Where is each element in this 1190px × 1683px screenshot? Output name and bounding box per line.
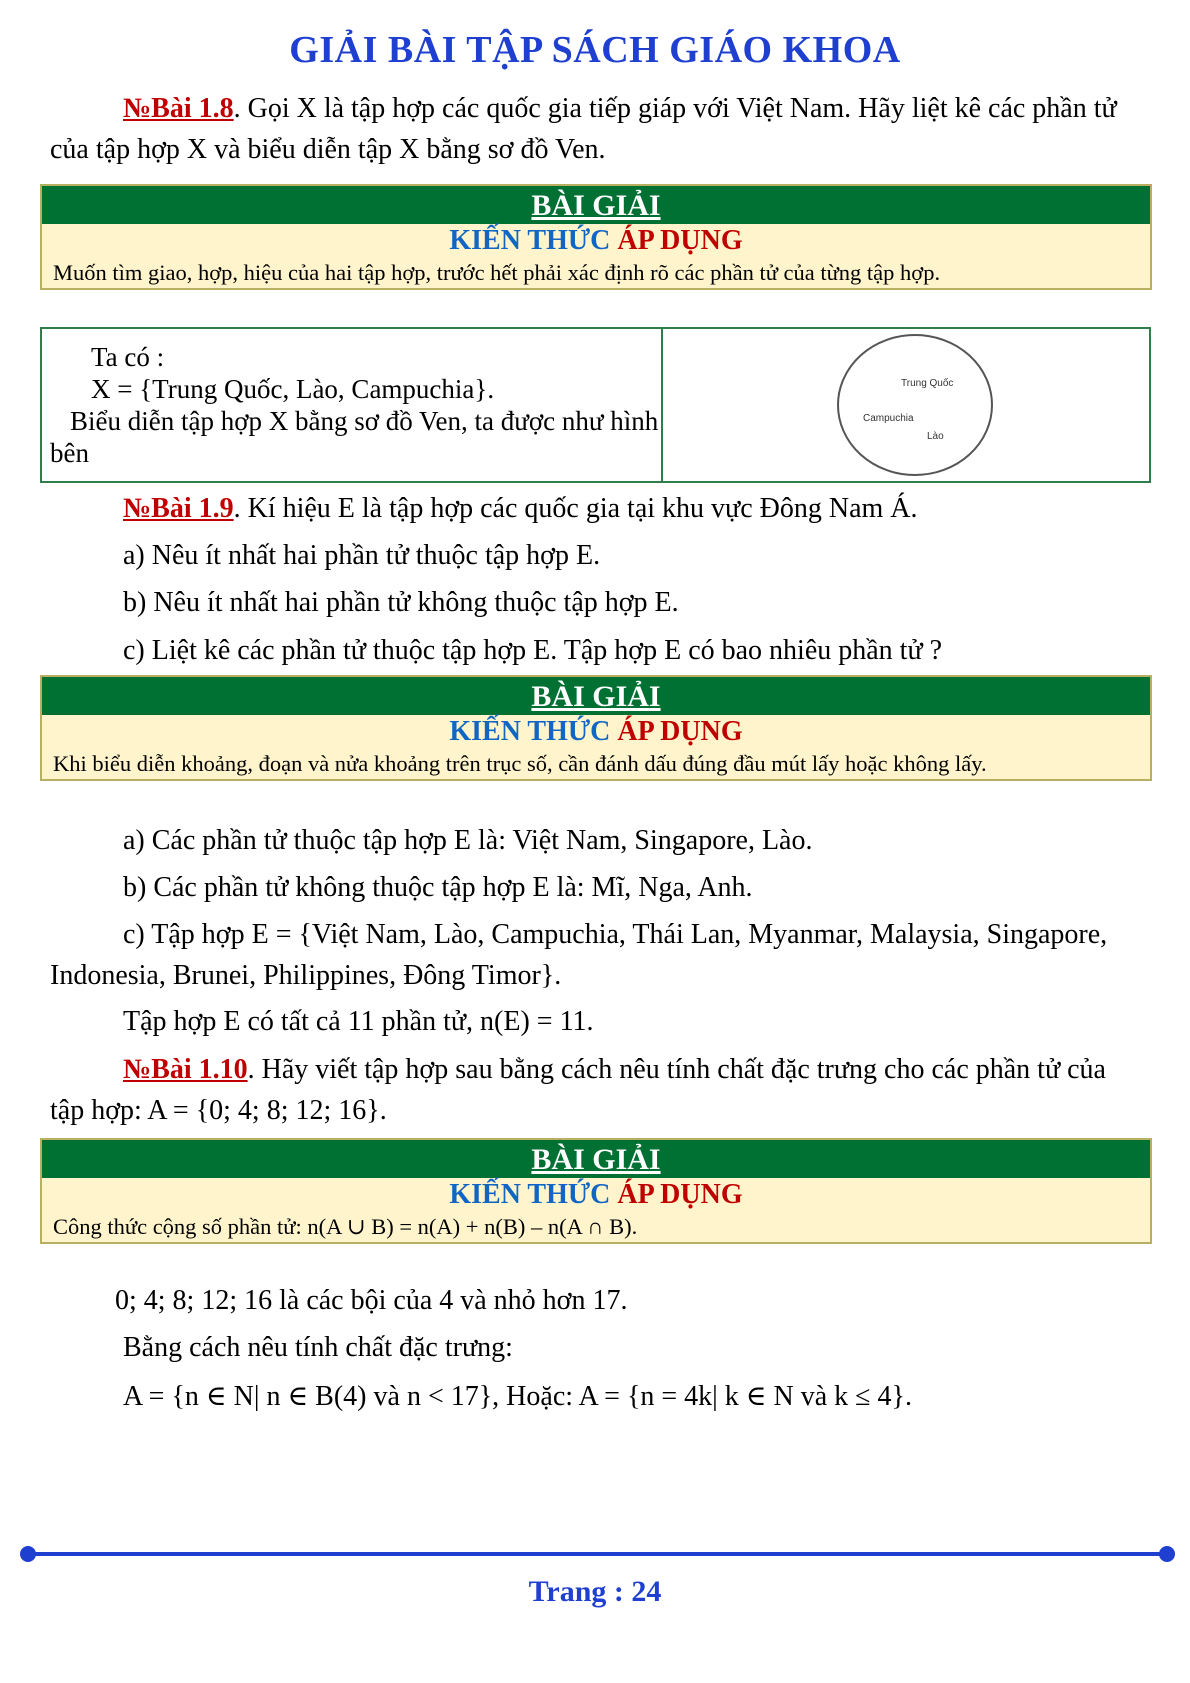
venn-label-trung-quoc: Trung Quốc xyxy=(901,378,954,389)
exercise-1-9-text: . Kí hiệu E là tập hợp các quốc gia tại khu vực Đông Nam Á. xyxy=(233,493,918,524)
knowledge-heading: KIẾN THỨC ÁP DỤNG xyxy=(449,225,743,256)
set-a-definition: A = {n ∈ N| n ∈ B(4) và n < 17}, Hoặc: A = {n = 4k| k ∈ N và k ≤ 4}. xyxy=(123,1381,912,1412)
knowledge-text: Muốn tìm giao, hợp, hiệu của hai tập hợp, trước hết phải xác định rõ các phần tử của từng tập hợp. xyxy=(53,260,941,285)
answer-c: c) Tập hợp E = {Việt Nam, Lào, Campuchia, Thái Lan, Myanmar, Malaysia, Singapore, Indonesia, Brunei, Philippines, Đông Timor}. xyxy=(50,919,1108,991)
venn-diagram xyxy=(663,329,1147,481)
knowledge-heading: KIẾN THỨC ÁP DỤNG xyxy=(449,716,743,747)
solution-line: Ta có : xyxy=(91,342,165,372)
question-c: c) Liệt kê các phần tử thuộc tập hợp E. Tập hợp E có bao nhiêu phần tử ? xyxy=(123,635,943,666)
solution-box-1-8 xyxy=(40,184,1152,290)
footer-divider-dot-left xyxy=(20,1546,36,1562)
question-a: a) Nêu ít nhất hai phần tử thuộc tập hợp E. xyxy=(123,540,601,571)
solution-heading: BÀI GIẢI xyxy=(42,1140,1150,1178)
venn-label-lao: Lào xyxy=(927,431,944,442)
solution-box-1-9 xyxy=(40,675,1152,781)
page-number: Trang : 24 xyxy=(528,1575,662,1608)
solution-line: Bằng cách nêu tính chất đặc trưng: xyxy=(123,1332,513,1363)
solution-line: Biểu diễn tập hợp X bằng sơ đồ Ven, ta được như hình bên xyxy=(50,406,659,468)
solution-line: 0; 4; 8; 12; 16 là các bội của 4 và nhỏ hơn 17. xyxy=(115,1285,628,1316)
answer-a: a) Các phần tử thuộc tập hợp E là: Việt Nam, Singapore, Lào. xyxy=(123,825,813,856)
exercise-1-10-label: №Bài 1.10 xyxy=(123,1054,248,1085)
solution-text-cell xyxy=(42,329,663,481)
solution-box-1-10 xyxy=(40,1138,1152,1244)
solution-heading: BÀI GIẢI xyxy=(42,677,1150,715)
venn-circle xyxy=(838,335,992,475)
answer-b: b) Các phần tử không thuộc tập hợp E là: Mĩ, Nga, Anh. xyxy=(123,872,753,903)
exercise-1-9-label: №Bài 1.9 xyxy=(123,493,234,524)
footer-divider xyxy=(27,1552,1165,1556)
venn-diagram-cell xyxy=(663,329,1149,481)
knowledge-text: Công thức cộng số phần tử: n(A ∪ B) = n(A) + n(B) – n(A ∩ B). xyxy=(53,1214,638,1239)
set-x-definition: X = {Trung Quốc, Lào, Campuchia}. xyxy=(91,374,495,404)
exercise-1-8-statement xyxy=(50,88,1140,170)
venn-label-campuchia: Campuchia xyxy=(863,413,914,424)
solution-heading: BÀI GIẢI xyxy=(42,186,1150,224)
exercise-1-10-text: . Hãy viết tập hợp sau bằng cách nêu tính chất đặc trưng cho các phần tử của tập hợp: A = {0; 4; 8; 12; 16}. xyxy=(50,1054,1106,1126)
exercise-1-10-statement xyxy=(50,1049,1140,1131)
exercise-1-9-statement xyxy=(50,488,1140,529)
question-b: b) Nêu ít nhất hai phần tử không thuộc tập hợp E. xyxy=(123,587,679,618)
footer-divider-dot-right xyxy=(1159,1546,1175,1562)
exercise-1-8-text: . Gọi X là tập hợp các quốc gia tiếp giáp với Việt Nam. Hãy liệt kê các phần tử của tập hợp X và biểu diễn tập X bằng sơ đồ Ven. xyxy=(50,93,1117,165)
page-title: GIẢI BÀI TẬP SÁCH GIÁO KHOA xyxy=(289,29,901,71)
answer-count: Tập hợp E có tất cả 11 phần tử, n(E) = 11. xyxy=(123,1006,594,1037)
knowledge-text: Khi biểu diễn khoảng, đoạn và nửa khoảng trên trục số, cần đánh dấu đúng đầu mút lấy hoặc không lấy. xyxy=(53,751,987,776)
knowledge-heading: KIẾN THỨC ÁP DỤNG xyxy=(449,1179,743,1210)
solution-table-1-8 xyxy=(40,327,1151,483)
exercise-1-8-label: №Bài 1.8 xyxy=(123,93,234,124)
